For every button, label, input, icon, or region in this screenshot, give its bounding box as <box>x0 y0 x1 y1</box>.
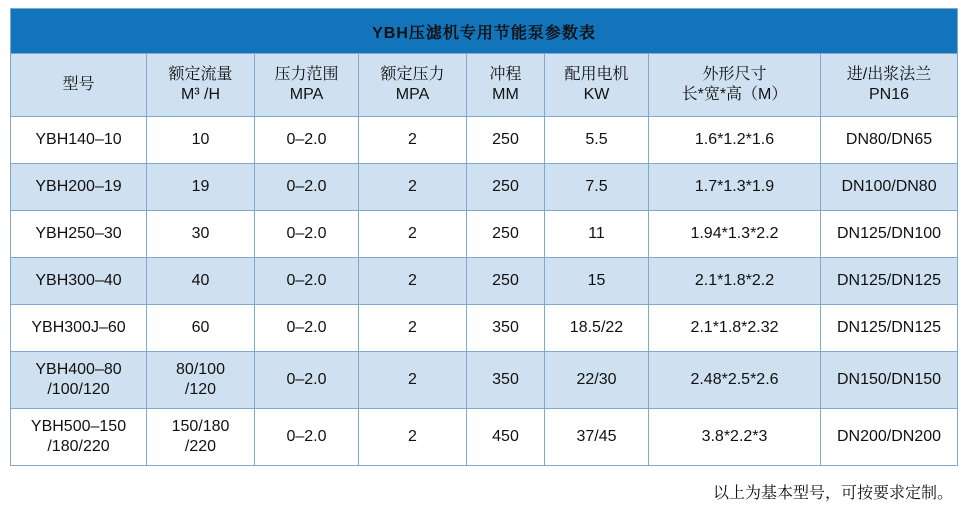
table-row <box>11 211 958 258</box>
column-header-dimensions-line2: 长*宽*高（M） <box>681 86 788 103</box>
column-header-flow-line1: 额定流量 <box>168 66 233 83</box>
column-header-flange <box>821 54 958 117</box>
cell-flow <box>147 117 255 164</box>
cell-stroke: 350 <box>467 305 545 352</box>
cell-model-line1: YBH300–40 <box>35 272 122 289</box>
table-row <box>11 409 958 466</box>
column-header-dimensions <box>649 54 821 117</box>
cell-model-line1: YBH200–19 <box>35 178 122 195</box>
cell-flow <box>147 164 255 211</box>
cell-model-line1: YBH140–10 <box>35 131 122 148</box>
column-header-rated-pressure-line2: MPA <box>395 86 430 103</box>
cell-model-line1: YBH400–80 <box>35 361 122 378</box>
cell-model <box>11 211 147 258</box>
cell-flange: DN200/DN200 <box>821 409 958 466</box>
column-header-rated-pressure-line1: 额定压力 <box>380 66 445 83</box>
cell-pressure-range: 0–2.0 <box>255 305 359 352</box>
cell-flange: DN125/DN125 <box>821 258 958 305</box>
column-header-motor <box>545 54 649 117</box>
cell-motor: 37/45 <box>545 409 649 466</box>
cell-stroke: 450 <box>467 409 545 466</box>
column-header-pressure-range-line2: MPA <box>289 86 324 103</box>
cell-dimensions: 2.1*1.8*2.2 <box>649 258 821 305</box>
cell-rated-pressure: 2 <box>359 117 467 164</box>
column-header-dimensions-line1: 外形尺寸 <box>702 66 767 83</box>
footer-note: 以上为基本型号，可按要求定制。 <box>712 485 953 502</box>
cell-model <box>11 117 147 164</box>
cell-flow-line1: 10 <box>191 131 210 148</box>
table-header-row <box>11 54 958 117</box>
cell-flow <box>147 258 255 305</box>
cell-model-line2: /100/120 <box>47 381 110 398</box>
cell-motor: 18.5/22 <box>545 305 649 352</box>
cell-model-line1: YBH250–30 <box>35 225 122 242</box>
cell-model <box>11 305 147 352</box>
cell-stroke: 350 <box>467 352 545 409</box>
cell-model-line1: YBH300J–60 <box>31 319 126 336</box>
cell-motor: 11 <box>545 211 649 258</box>
cell-flange: DN125/DN100 <box>821 211 958 258</box>
cell-stroke: 250 <box>467 258 545 305</box>
column-header-pressure-range-line1: 压力范围 <box>274 66 339 83</box>
cell-flange: DN125/DN125 <box>821 305 958 352</box>
cell-model-line2: /180/220 <box>47 438 110 455</box>
cell-dimensions: 2.1*1.8*2.32 <box>649 305 821 352</box>
cell-rated-pressure: 2 <box>359 164 467 211</box>
cell-motor: 7.5 <box>545 164 649 211</box>
cell-flow-line1: 30 <box>191 225 210 242</box>
cell-stroke: 250 <box>467 117 545 164</box>
cell-pressure-range: 0–2.0 <box>255 352 359 409</box>
cell-rated-pressure: 2 <box>359 305 467 352</box>
cell-pressure-range: 0–2.0 <box>255 117 359 164</box>
table-row <box>11 305 958 352</box>
cell-flow-line1: 80/100 <box>176 361 225 378</box>
table-row <box>11 117 958 164</box>
cell-pressure-range: 0–2.0 <box>255 211 359 258</box>
column-header-flow <box>147 54 255 117</box>
cell-model-line1: YBH500–150 <box>30 418 127 435</box>
column-header-rated-pressure <box>359 54 467 117</box>
pump-spec-table <box>10 8 958 466</box>
column-header-flange-line1: 进/出浆法兰 <box>846 66 932 83</box>
cell-dimensions: 1.7*1.3*1.9 <box>649 164 821 211</box>
column-header-stroke-line2: MM <box>492 86 519 103</box>
cell-flow-line1: 60 <box>191 319 210 336</box>
cell-model <box>11 258 147 305</box>
cell-flange: DN150/DN150 <box>821 352 958 409</box>
cell-rated-pressure: 2 <box>359 409 467 466</box>
cell-pressure-range: 0–2.0 <box>255 409 359 466</box>
cell-pressure-range: 0–2.0 <box>255 258 359 305</box>
cell-motor: 22/30 <box>545 352 649 409</box>
cell-pressure-range: 0–2.0 <box>255 164 359 211</box>
cell-flow-line1: 150/180 <box>171 418 230 435</box>
cell-model <box>11 352 147 409</box>
cell-flow-line1: 40 <box>191 272 210 289</box>
table-title: YBH压滤机专用节能泵参数表 <box>11 9 958 54</box>
table-title-row <box>11 9 958 54</box>
cell-rated-pressure: 2 <box>359 352 467 409</box>
column-header-flange-line2: PN16 <box>869 86 910 103</box>
table-row <box>11 352 958 409</box>
cell-dimensions: 1.6*1.2*1.6 <box>649 117 821 164</box>
column-header-model-line1: 型号 <box>62 76 95 93</box>
cell-dimensions: 2.48*2.5*2.6 <box>649 352 821 409</box>
cell-flange: DN100/DN80 <box>821 164 958 211</box>
column-header-stroke <box>467 54 545 117</box>
table-row <box>11 164 958 211</box>
cell-model <box>11 164 147 211</box>
column-header-stroke-line1: 冲程 <box>489 66 522 83</box>
cell-motor: 15 <box>545 258 649 305</box>
cell-rated-pressure: 2 <box>359 211 467 258</box>
cell-flow <box>147 211 255 258</box>
cell-motor: 5.5 <box>545 117 649 164</box>
cell-rated-pressure: 2 <box>359 258 467 305</box>
cell-flow-line2: /220 <box>184 438 217 455</box>
cell-flow <box>147 409 255 466</box>
table-row <box>11 258 958 305</box>
column-header-flow-line2: M³ /H <box>180 86 221 103</box>
column-header-model <box>11 54 147 117</box>
cell-flow <box>147 352 255 409</box>
cell-stroke: 250 <box>467 211 545 258</box>
cell-flow-line1: 19 <box>191 178 210 195</box>
column-header-motor-line1: 配用电机 <box>564 66 629 83</box>
column-header-pressure-range <box>255 54 359 117</box>
cell-flow-line2: /120 <box>184 381 217 398</box>
cell-flange: DN80/DN65 <box>821 117 958 164</box>
cell-flow <box>147 305 255 352</box>
column-header-motor-line2: KW <box>583 86 610 103</box>
cell-stroke: 250 <box>467 164 545 211</box>
cell-model <box>11 409 147 466</box>
cell-dimensions: 3.8*2.2*3 <box>649 409 821 466</box>
cell-dimensions: 1.94*1.3*2.2 <box>649 211 821 258</box>
